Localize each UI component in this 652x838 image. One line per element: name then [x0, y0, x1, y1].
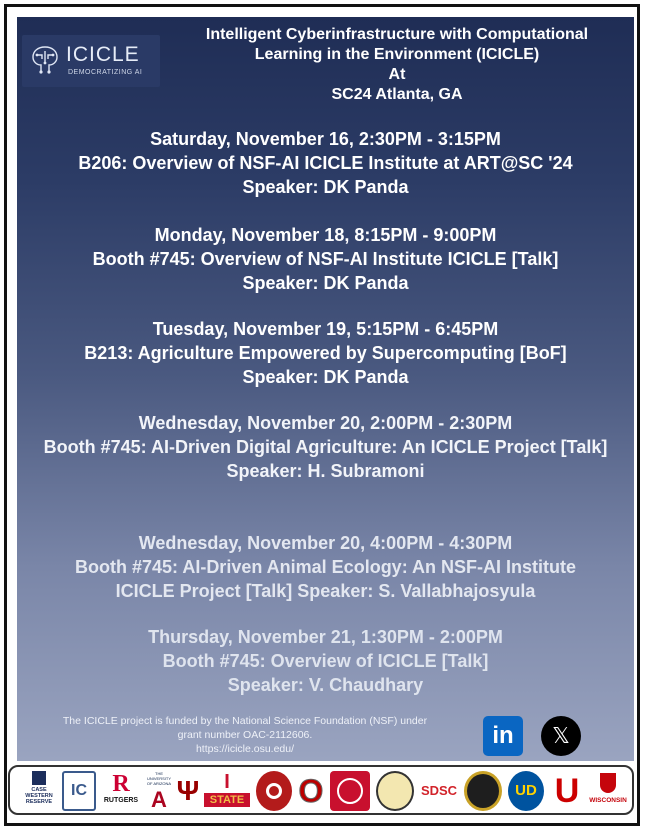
cwru-label: CASE WESTERN RESERVE	[25, 787, 53, 805]
partner-logos-bar	[8, 765, 634, 815]
event-speaker: ICICLE Project [Talk] Speaker: S. Vallabhajosyula	[115, 581, 536, 601]
delaware-logo	[508, 771, 544, 811]
funding-line: grant number OAC-2112606.	[177, 729, 313, 741]
event-item	[17, 223, 634, 295]
cwru-logo	[20, 771, 58, 811]
event-poster	[17, 17, 634, 761]
event-when: Saturday, November 16, 2:30PM - 3:15PM	[150, 129, 501, 149]
event-when: Wednesday, November 20, 4:00PM - 4:30PM	[138, 533, 513, 553]
header-line: At	[388, 66, 406, 83]
poster-header	[167, 25, 627, 105]
wisconsin-logo	[588, 771, 628, 811]
icicle-logo	[22, 35, 160, 87]
utah-logo	[550, 771, 584, 811]
ohio-state-mark: O	[298, 773, 324, 809]
rutgers-mark: R	[112, 771, 130, 797]
event-title: Booth #745: Overview of ICICLE [Talk]	[162, 651, 489, 671]
ohio-state-logo	[296, 771, 326, 811]
event-when: Tuesday, November 19, 5:15PM - 6:45PM	[152, 319, 499, 339]
event-item	[17, 127, 634, 199]
icicle-small-logo: IC	[62, 771, 96, 811]
event-speaker: Speaker: DK Panda	[242, 367, 409, 387]
x-icon[interactable]: 𝕏	[541, 716, 581, 756]
event-item	[17, 531, 634, 603]
rutgers-label: RUTGERS	[103, 797, 139, 804]
arizona-mark: A	[151, 787, 167, 812]
event-title: B213: Agriculture Empowered by Supercomputing [BoF]	[84, 343, 567, 363]
event-title: B206: Overview of NSF-AI ICICLE Institute at ART@SC '24	[78, 153, 573, 173]
iowa-state-mark: STATE	[204, 793, 250, 807]
event-when: Thursday, November 21, 1:30PM - 2:00PM	[148, 627, 503, 647]
sdsc-label: SDSC	[420, 783, 458, 798]
header-line: SC24 Atlanta, GA	[331, 86, 463, 103]
event-when: Monday, November 18, 8:15PM - 9:00PM	[154, 225, 497, 245]
arizona-logo	[144, 771, 174, 811]
event-speaker: Speaker: DK Panda	[242, 177, 409, 197]
university-seal-dark	[464, 771, 502, 811]
logo-name: ICICLE	[66, 43, 140, 66]
event-speaker: Speaker: H. Subramoni	[226, 461, 425, 481]
event-speaker: Speaker: DK Panda	[242, 273, 409, 293]
event-title: Booth #745: AI-Driven Animal Ecology: An NSF-AI Institute	[74, 557, 577, 577]
header-line: Intelligent Cyberinfrastructure with Computational	[205, 26, 589, 43]
funding-line: The ICICLE project is funded by the National Science Foundation (NSF) under	[62, 715, 428, 727]
cornell-logo	[256, 771, 292, 811]
logo-tagline: DEMOCRATIZING AI	[68, 69, 143, 76]
sdsc-logo	[418, 771, 460, 811]
wisconsin-label: WISCONSIN	[589, 797, 627, 804]
university-seal-red	[330, 771, 370, 811]
linkedin-icon[interactable]: in	[483, 716, 523, 756]
event-when: Wednesday, November 20, 2:00PM - 2:30PM	[138, 413, 513, 433]
brain-circuit-icon	[28, 43, 62, 77]
delaware-mark: UD	[515, 782, 537, 799]
indiana-mark: Ψ	[176, 775, 200, 806]
event-item	[17, 411, 634, 483]
funding-note	[25, 714, 465, 756]
university-seal-gold	[376, 771, 414, 811]
event-title: Booth #745: AI-Driven Digital Agriculture: An ICICLE Project [Talk]	[43, 437, 608, 457]
arizona-label: THE UNIVERSITY OF ARIZONA	[146, 771, 172, 786]
rutgers-logo	[102, 771, 140, 811]
event-title: Booth #745: Overview of NSF-AI Institute ICICLE [Talk]	[92, 249, 559, 269]
event-item	[17, 625, 634, 697]
indiana-logo	[176, 771, 200, 811]
event-item	[17, 317, 634, 389]
project-url[interactable]: https://icicle.osu.edu/	[195, 743, 295, 755]
iowa-state-logo: I STATE	[204, 771, 250, 811]
header-line: Learning in the Environment (ICICLE)	[254, 46, 540, 63]
utah-mark: U	[554, 772, 580, 810]
event-speaker: Speaker: V. Chaudhary	[227, 675, 424, 695]
